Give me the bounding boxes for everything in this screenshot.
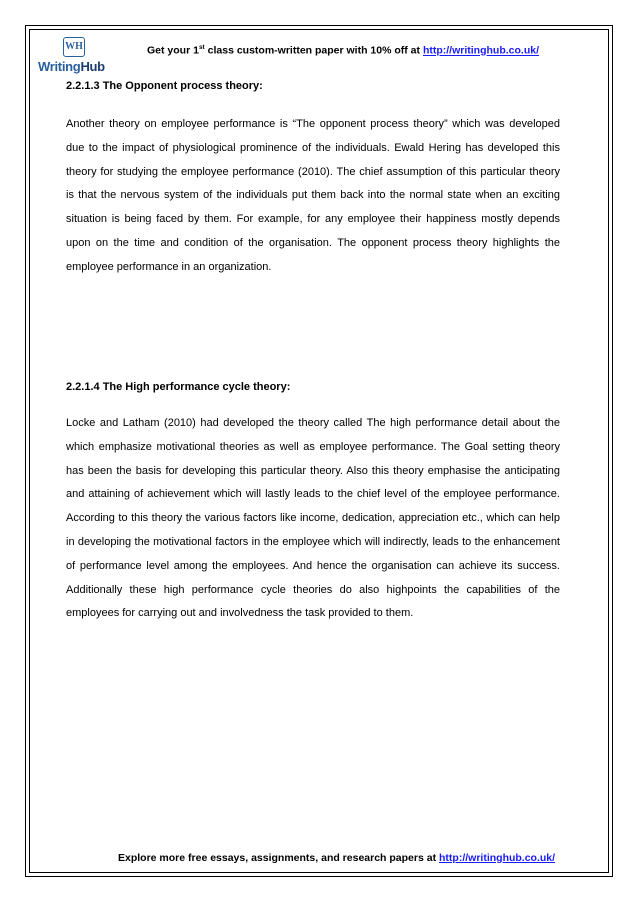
logo-name-part2: Hub bbox=[80, 59, 105, 74]
logo-monogram: WH bbox=[63, 37, 85, 57]
logo-wordmark bbox=[38, 59, 105, 74]
page-footer bbox=[118, 852, 555, 864]
header-link[interactable]: http://writinghub.co.uk/ bbox=[422, 44, 540, 57]
page-header bbox=[147, 44, 539, 57]
writinghub-logo bbox=[36, 33, 116, 77]
section-heading-opponent-process: 2.2.1.3 The Opponent process theory: bbox=[66, 80, 263, 92]
logo-name-part1: Writing bbox=[38, 59, 81, 74]
section-heading-high-performance: 2.2.1.4 The High performance cycle theory: bbox=[66, 381, 291, 393]
header-text-after: class custom-written paper with 10% off at bbox=[204, 44, 423, 57]
paragraph-high-performance: Locke and Latham (2010) had developed the theory called The high performance detail about the which emphasize motivational theories as well as employee performance. The Goal setting theory has been the basis for developing this particular theory. Also this theory emphasise the anticipating and attaining of achievement which will lastly leads to the chief level of the employee performance. According to this theory the various factors like income, dedication, appreciation etc., which can help in developing the motivational factors in the employee which will indirectly, leads to the enhancement of performance level among the employees. And hence the organisation can achieve its success. Additionally these high performance cycle theories do also highpoints the capabilities of the employees for carrying out and involvedness the task provided to them. bbox=[66, 417, 560, 620]
section-body-high-performance bbox=[66, 412, 560, 626]
paragraph-opponent-process: Another theory on employee performance is “The opponent process theory” which was developed due to the impact of physiological prominence of the individuals. Ewald Hering has developed this theory for studying the employee performance (2010). The chief assumption of this particular theory is that the nervous system of the individuals put them back into the normal state when an exciting situation is being faced by them. For example, for any employee their happiness mostly depends upon on the time and condition of the organisation. The opponent process theory highlights the employee performance in an organization. bbox=[66, 118, 560, 273]
header-superscript: st bbox=[198, 44, 205, 51]
footer-text: Explore more free essays, assignments, and research papers at bbox=[118, 852, 439, 864]
footer-link[interactable]: http://writinghub.co.uk/ bbox=[439, 852, 556, 864]
header-text-before: Get your 1 bbox=[147, 44, 199, 57]
section-body-opponent-process bbox=[66, 113, 560, 280]
